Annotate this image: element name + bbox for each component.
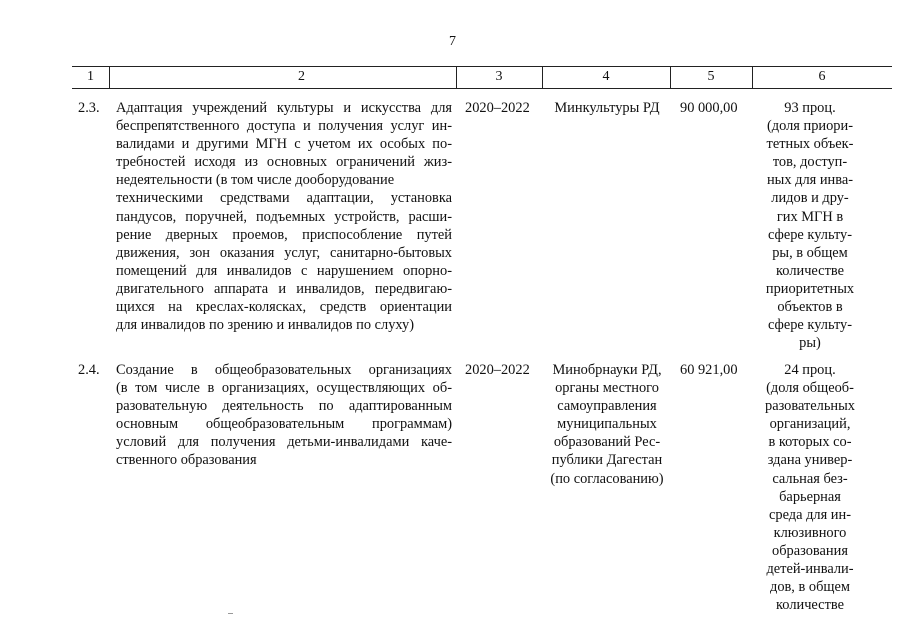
description-line: пандусов, поручней, подъемных устройств, расши- xyxy=(116,208,452,225)
measure-description xyxy=(116,361,452,470)
description-line: ственного образования xyxy=(116,452,257,469)
description-line: требностей исходя из основных ограничений жиз- xyxy=(116,154,452,171)
description-line: недеятельности (в том числе дооборудование xyxy=(116,172,395,189)
description-line: Адаптация учреждений культуры и искусства для xyxy=(116,100,452,116)
description-line: помещений для инвалидов с нарушением опорно- xyxy=(116,262,452,279)
indicator-line: здана универ- xyxy=(767,452,853,469)
executor xyxy=(543,361,671,488)
indicator-line: количестве xyxy=(776,597,844,614)
description-line: (в том числе в организациях, осуществляющих об- xyxy=(116,380,452,397)
indicator-line: в которых со- xyxy=(768,434,852,451)
indicator-line: барьерная xyxy=(779,488,841,505)
indicator-line: клюзивного xyxy=(773,524,847,541)
indicator-line: ры, в общем xyxy=(772,244,848,261)
indicator-line: количестве xyxy=(776,262,844,279)
executor xyxy=(543,99,671,117)
description-line: двигательного аппарата и инвалидов, передвигаю- xyxy=(116,280,452,297)
implementation-period: 2020–2022 xyxy=(465,362,530,378)
indicator-line: гих МГН в xyxy=(776,208,844,225)
funding-amount: 60 921,00 xyxy=(680,362,738,378)
indicator-line: ных для инва- xyxy=(766,172,854,189)
column-header-3: 3 xyxy=(495,69,503,84)
indicator-line: (доля приори- xyxy=(767,118,853,135)
description-line: техническими средствами адаптации, установка xyxy=(116,190,452,207)
column-header-6: 6 xyxy=(818,69,826,84)
description-line: рение дверных проемов, приспособление путей xyxy=(116,226,452,243)
indicator-line: организаций, xyxy=(769,416,851,433)
executor-line: публики Дагестан xyxy=(551,452,663,469)
description-line: основным общеобразовательным программам) xyxy=(116,416,452,433)
executor-line: самоуправления xyxy=(557,398,657,415)
page-number: 7 xyxy=(449,34,456,49)
row-number: 2.4. xyxy=(78,362,100,378)
indicator-line: объектов в xyxy=(777,299,843,316)
executor-line: Минкультуры РД xyxy=(554,100,660,116)
description-line: Создание в общеобразовательных организациях xyxy=(116,362,452,378)
executor-line: муниципальных xyxy=(557,416,657,433)
description-line: беспрепятственного доступа и получения услуг ин- xyxy=(116,118,452,135)
indicator-line: 93 проц. xyxy=(784,100,836,116)
column-header-2: 2 xyxy=(298,69,305,84)
description-line: щихся на креслах-колясках, средств ориентации xyxy=(116,299,452,316)
indicator-line: лидов и дру- xyxy=(771,190,849,207)
executor-line: Минобрнауки РД, xyxy=(552,362,662,378)
target-indicator xyxy=(755,361,865,614)
scan-artifact xyxy=(228,613,233,614)
indicator-line: разовательных xyxy=(765,398,855,415)
indicator-line: детей-инвали- xyxy=(766,561,854,578)
measure-description xyxy=(116,99,452,334)
column-header-4: 4 xyxy=(602,69,610,84)
indicator-line: сальная без- xyxy=(772,470,848,487)
table-header-row xyxy=(72,66,892,89)
indicator-line: тетных объек- xyxy=(766,136,854,153)
executor-line: органы местного xyxy=(555,380,659,397)
executor-line: образований Рес- xyxy=(553,434,661,451)
indicator-line: сфере культу- xyxy=(767,226,853,243)
description-line: движения, зон оказания услуг, санитарно-бытовых xyxy=(116,244,452,261)
implementation-period: 2020–2022 xyxy=(465,100,530,116)
indicator-line: ры) xyxy=(799,335,821,352)
indicator-line: образования xyxy=(772,542,848,559)
indicator-line: (доля общеоб- xyxy=(766,380,854,397)
indicator-line: дов, в общем xyxy=(770,579,850,596)
funding-amount: 90 000,00 xyxy=(680,100,738,116)
description-line: валидами и другими МГН с учетом их особых по- xyxy=(116,136,452,153)
column-header-1: 1 xyxy=(87,69,94,84)
column-header-5: 5 xyxy=(707,69,715,84)
indicator-line: среда для ин- xyxy=(768,506,851,523)
indicator-line: 24 проц. xyxy=(784,362,836,378)
description-line: условий для получения детьми-инвалидами каче- xyxy=(116,434,452,451)
indicator-line: сфере культу- xyxy=(767,317,853,334)
row-number: 2.3. xyxy=(78,100,100,116)
executor-line: (по согласованию) xyxy=(550,470,664,487)
description-line: разовательную деятельность по адаптированным xyxy=(116,398,452,415)
indicator-line: тов, доступ- xyxy=(772,154,848,171)
indicator-line: приоритетных xyxy=(765,280,855,297)
target-indicator xyxy=(755,99,865,352)
description-line: для инвалидов по зрению и инвалидов по слуху) xyxy=(116,317,415,334)
